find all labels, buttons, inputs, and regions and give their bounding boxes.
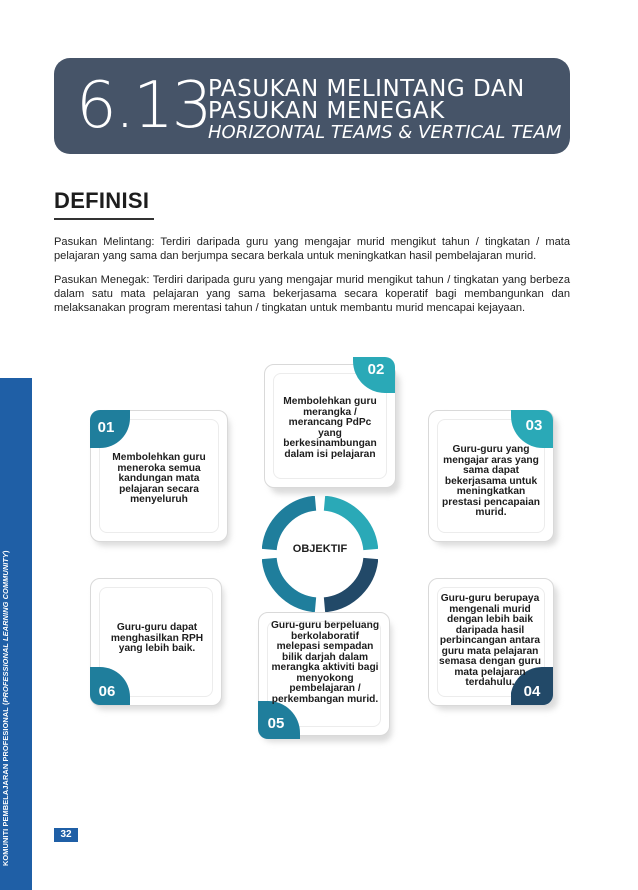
badge-number-05: 05 xyxy=(267,715,285,732)
chapter-number: 6.13 xyxy=(76,69,211,143)
objective-center-label: OBJEKTIF xyxy=(292,543,348,555)
objective-card-03 xyxy=(428,410,554,542)
objective-text-01: Membolehkan guru meneroka semua kandungan mata pelajaran secara menyeluruh xyxy=(112,452,206,505)
badge-number-06: 06 xyxy=(98,683,116,700)
donut-segment-bottom-right xyxy=(325,559,371,605)
definition-horizontal-team: Pasukan Melintang: Terdiri daripada guru yang mengajar murid mengikut tahun / tingkatan / mata pelajaran yang sama dan berjumpa secara berkala untuk meningkatkan hasil pembelajaran murid. xyxy=(54,236,570,262)
badge-number-02: 02 xyxy=(367,361,385,378)
chapter-title-malay-line1: PASUKAN MELINTANG DAN xyxy=(208,76,525,102)
objective-text-04: Guru-guru berupaya mengenali murid dengan lebih baik daripada hasil perbincangan antara guru mata pelajaran semasa dengan guru mata pelajaran terdahulu. xyxy=(439,593,541,688)
objective-card-04 xyxy=(428,578,554,706)
objective-card-01 xyxy=(90,410,228,542)
page-number: 32 xyxy=(54,828,78,842)
section-heading: DEFINISI xyxy=(54,188,150,213)
definition-vertical-team: Pasukan Menegak: Terdiri daripada guru yang mengajar murid mengikut tahun / tingkatan yang berbeza dalam satu mata pelajaran yang sama bekerjasama secara koperatif bagi membangunkan dan melaksanakan program merentasi tahun / tingkatan untuk membantu murid mencapai kejayaan. xyxy=(54,274,570,314)
chapter-title-english: HORIZONTAL TEAMS & VERTICAL TEAM xyxy=(208,122,562,143)
side-title-close: ) xyxy=(1,550,10,553)
side-running-title xyxy=(1,536,10,866)
objective-text-06: Guru-guru dapat menghasilkan RPH yang lebih baik. xyxy=(110,622,204,654)
objective-text-02: Membolehkan guru merangka / merancang PdPc yang berkesinambungan dalam isi pelajaran xyxy=(283,396,377,460)
objective-card-05 xyxy=(258,612,390,736)
objective-text-05: Guru-guru berpeluang berkolaboratif melepasi sempadan bilik darjah dalam merangka aktiviti bagi menyokong pembelajaran / perkembangan murid. xyxy=(270,620,380,705)
objective-card-06 xyxy=(90,578,222,706)
badge-number-04: 04 xyxy=(523,683,541,700)
badge-number-03: 03 xyxy=(525,417,543,434)
side-title-english: PROFESSIONAL LEARNING COMMUNITY xyxy=(1,552,10,703)
side-title-main: KOMUNITI PEMBELAJARAN PROFESIONAL ( xyxy=(1,702,10,866)
badge-number-01: 01 xyxy=(97,419,115,436)
objective-text-03: Guru-guru yang mengajar aras yang sama dapat bekerjasama untuk meningkatkan prestasi pencapaian murid. xyxy=(442,444,540,518)
objective-card-02 xyxy=(264,361,396,488)
donut-segment-bottom-left xyxy=(269,559,315,605)
heading-underline xyxy=(54,218,154,220)
chapter-title-malay-line2: PASUKAN MENEGAK xyxy=(208,98,445,124)
